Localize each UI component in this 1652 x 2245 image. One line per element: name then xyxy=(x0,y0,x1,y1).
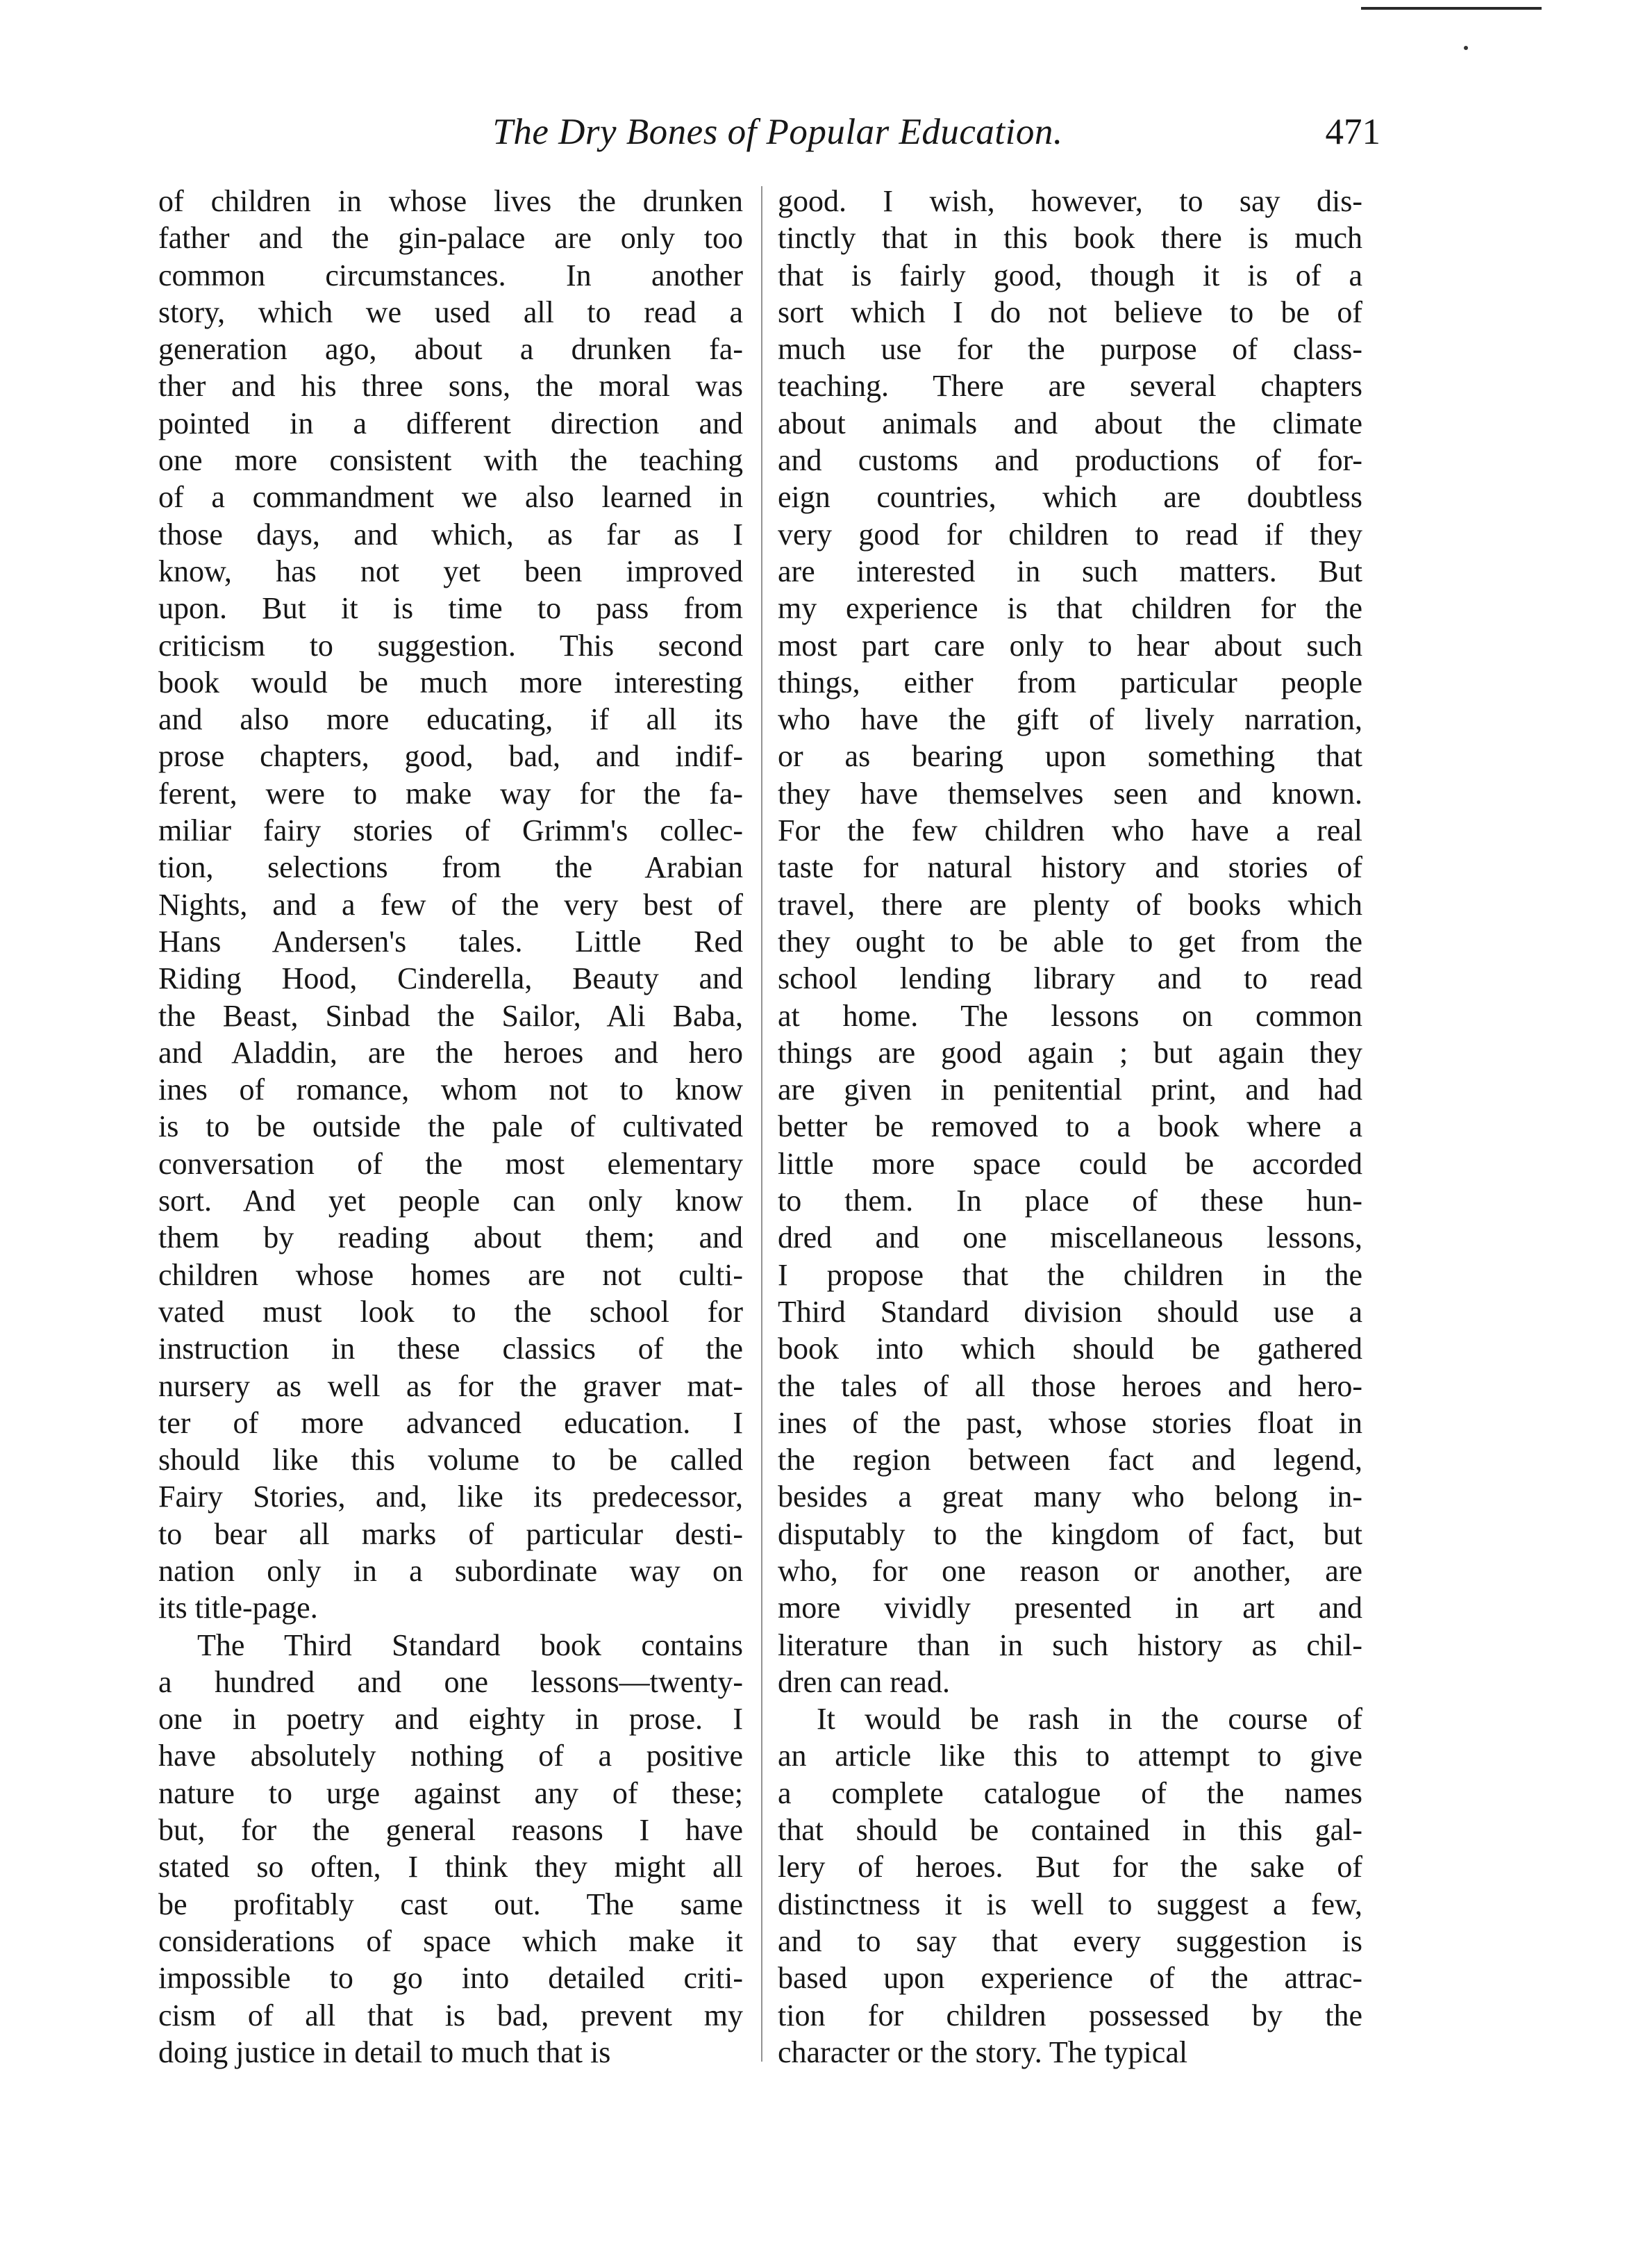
text-line: common circumstances. In another xyxy=(158,258,743,292)
text-line: that is fairly good, though it is of a xyxy=(778,258,1362,292)
text-line: pointed in a different direction and xyxy=(158,406,743,440)
column-divider xyxy=(761,186,762,2062)
text-line: most part care only to hear about such xyxy=(778,628,1362,663)
text-line: miliar fairy stories of Grimm's collec- xyxy=(158,813,743,848)
text-line: its title-page. xyxy=(158,1591,318,1625)
text-line: nation only in a subordinate way on xyxy=(158,1553,743,1588)
text-line: eign countries, which are doubtless xyxy=(778,480,1362,515)
text-line: ines of the past, whose stories float in xyxy=(778,1405,1362,1440)
text-line: they have themselves seen and known. xyxy=(778,776,1362,811)
text-line: literature than in such history as chil- xyxy=(778,1627,1362,1662)
text-line: impossible to go into detailed criti- xyxy=(158,1961,743,1996)
text-line: is to be outside the pale of cultivated xyxy=(158,1109,743,1144)
text-line: book into which should be gathered xyxy=(778,1332,1362,1366)
text-line: the Beast, Sinbad the Sailor, Ali Baba, xyxy=(158,998,743,1033)
text-line: know, has not yet been improved xyxy=(158,554,743,588)
text-line: story, which we used all to read a xyxy=(158,295,743,329)
text-line: of a commandment we also learned in xyxy=(158,480,743,515)
text-line: and to say that every suggestion is xyxy=(778,1923,1362,1958)
text-line: prose chapters, good, bad, and indif- xyxy=(158,739,743,774)
text-line: generation ago, about a drunken fa- xyxy=(158,332,743,367)
text-line: cism of all that is bad, prevent my xyxy=(158,1998,743,2032)
text-line: and Aladdin, are the heroes and hero xyxy=(158,1035,743,1070)
text-line: stated so often, I think they might all xyxy=(158,1850,743,1884)
text-line: teaching. There are several chapters xyxy=(778,369,1362,404)
text-line: more vividly presented in art and xyxy=(778,1591,1362,1625)
text-line: be profitably cast out. The same xyxy=(158,1887,743,1921)
text-line: Hans Andersen's tales. Little Red xyxy=(158,924,743,959)
text-line: taste for natural history and stories of xyxy=(778,850,1362,885)
text-line: distinctness it is well to suggest a few, xyxy=(778,1887,1362,1921)
text-line: character or the story. The typical xyxy=(778,2035,1188,2069)
text-line: vated must look to the school for xyxy=(158,1294,743,1329)
text-line: they ought to be able to get from the xyxy=(778,924,1362,959)
text-line: one more consistent with the teaching xyxy=(158,443,743,478)
text-line: based upon experience of the attrac- xyxy=(778,1961,1362,1996)
text-line: at home. The lessons on common xyxy=(778,998,1362,1033)
text-line: ferent, were to make way for the fa- xyxy=(158,776,743,811)
text-line: to bear all marks of particular desti- xyxy=(158,1516,743,1551)
text-line: Third Standard division should use a xyxy=(778,1294,1362,1329)
text-line: Nights, and a few of the very best of xyxy=(158,887,743,922)
text-line: and also more educating, if all its xyxy=(158,702,743,737)
text-line: that should be contained in this gal- xyxy=(778,1813,1362,1848)
text-line: of children in whose lives the drunken xyxy=(158,184,743,218)
text-line: the tales of all those heroes and hero- xyxy=(778,1368,1362,1403)
text-line: sort which I do not believe to be of xyxy=(778,295,1362,329)
text-line: are interested in such matters. But xyxy=(778,554,1362,588)
text-line: Riding Hood, Cinderella, Beauty and xyxy=(158,961,743,996)
text-line: are given in penitential print, and had xyxy=(778,1072,1362,1107)
text-line: one in poetry and eighty in prose. I xyxy=(158,1702,743,1737)
text-line: better be removed to a book where a xyxy=(778,1109,1362,1144)
text-line: a hundred and one lessons—twenty- xyxy=(158,1664,743,1699)
text-line: ther and his three sons, the moral was xyxy=(158,369,743,404)
text-line: but, for the general reasons I have xyxy=(158,1813,743,1848)
text-line: considerations of space which make it xyxy=(158,1923,743,1958)
text-line: dred and one miscellaneous lessons, xyxy=(778,1220,1362,1255)
text-line: Fairy Stories, and, like its predecessor, xyxy=(158,1480,743,1514)
right-text-column xyxy=(778,183,1362,2071)
scan-speck xyxy=(1464,46,1468,50)
text-line: good. I wish, however, to say dis- xyxy=(778,184,1362,218)
text-line: those days, and which, as far as I xyxy=(158,517,743,552)
text-line: The Third Standard book contains xyxy=(197,1627,743,1662)
text-line: the region between fact and legend, xyxy=(778,1443,1362,1477)
text-line: who, for one reason or another, are xyxy=(778,1553,1362,1588)
text-line: much use for the purpose of class- xyxy=(778,332,1362,367)
text-line: tinctly that in this book there is much xyxy=(778,221,1362,256)
text-line: book would be much more interesting xyxy=(158,665,743,699)
text-line: or as bearing upon something that xyxy=(778,739,1362,774)
text-line: things are good again ; but again they xyxy=(778,1035,1362,1070)
text-line: ter of more advanced education. I xyxy=(158,1405,743,1440)
page-number: 471 xyxy=(1325,112,1380,152)
text-line: ines of romance, whom not to know xyxy=(158,1072,743,1107)
text-line: lery of heroes. But for the sake of xyxy=(778,1850,1362,1884)
text-line: tion, selections from the Arabian xyxy=(158,850,743,885)
text-line: conversation of the most elementary xyxy=(158,1146,743,1181)
text-line: very good for children to read if they xyxy=(778,517,1362,552)
text-line: nursery as well as for the graver mat- xyxy=(158,1368,743,1403)
text-line: criticism to suggestion. This second xyxy=(158,628,743,663)
text-line: upon. But it is time to pass from xyxy=(158,591,743,626)
text-line: have absolutely nothing of a positive xyxy=(158,1739,743,1773)
text-line: nature to urge against any of these; xyxy=(158,1775,743,1810)
text-line: children whose homes are not culti- xyxy=(158,1257,743,1292)
text-line: a complete catalogue of the names xyxy=(778,1775,1362,1810)
left-text-column xyxy=(158,183,743,2071)
text-line: besides a great many who belong in- xyxy=(778,1480,1362,1514)
text-line: sort. And yet people can only know xyxy=(158,1184,743,1218)
text-line: doing justice in detail to much that is xyxy=(158,2035,611,2069)
running-title: The Dry Bones of Popular Education. xyxy=(492,112,1063,152)
text-line: school lending library and to read xyxy=(778,961,1362,996)
text-line: should like this volume to be called xyxy=(158,1443,743,1477)
text-line: about animals and about the climate xyxy=(778,406,1362,440)
text-line: who have the gift of lively narration, xyxy=(778,702,1362,737)
text-line: and customs and productions of for- xyxy=(778,443,1362,478)
text-line: It would be rash in the course of xyxy=(817,1702,1362,1737)
text-line: my experience is that children for the xyxy=(778,591,1362,626)
text-line: little more space could be accorded xyxy=(778,1146,1362,1181)
text-line: father and the gin-palace are only too xyxy=(158,221,743,256)
text-line: I propose that the children in the xyxy=(778,1257,1362,1292)
text-line: disputably to the kingdom of fact, but xyxy=(778,1516,1362,1551)
text-line: an article like this to attempt to give xyxy=(778,1739,1362,1773)
text-line: things, either from particular people xyxy=(778,665,1362,699)
text-line: travel, there are plenty of books which xyxy=(778,887,1362,922)
text-line: dren can read. xyxy=(778,1664,950,1699)
text-line: them by reading about them; and xyxy=(158,1220,743,1255)
text-line: tion for children possessed by the xyxy=(778,1998,1362,2032)
text-line: instruction in these classics of the xyxy=(158,1332,743,1366)
text-line: to them. In place of these hun- xyxy=(778,1184,1362,1218)
top-edge-rule xyxy=(1361,7,1542,10)
text-line: For the few children who have a real xyxy=(778,813,1362,848)
